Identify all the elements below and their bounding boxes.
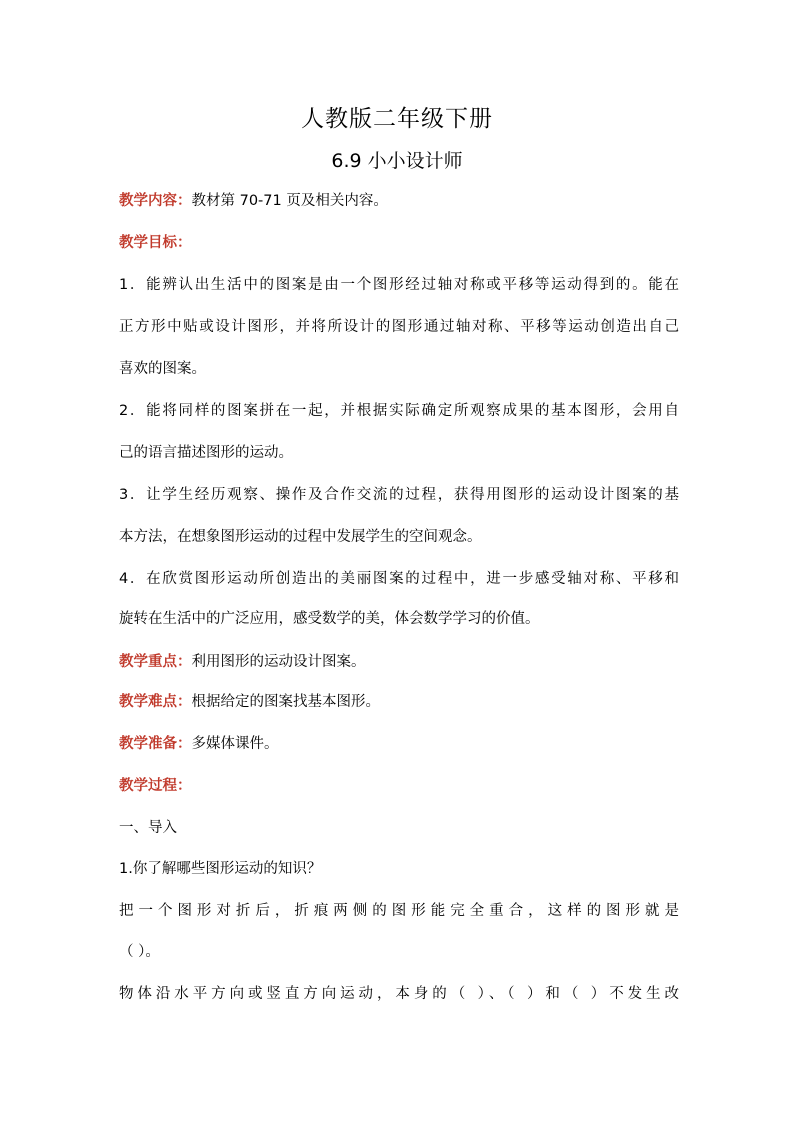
key-point-text: 利用图形的运动设计图案。 <box>191 654 366 670</box>
question-2-line-1: 物体沿水平方向或竖直方向运动，本身的（ ）、（ ）和（ ）不发生改 <box>119 986 679 1002</box>
teaching-content-label: 教学内容： <box>119 193 192 209</box>
goal-4-line-1: 4．在欣赏图形运动所创造出的美丽图案的过程中，进一步感受轴对称、平移和 <box>119 571 679 587</box>
question-1-line-1: 把一个图形对折后，折痕两侧的图形能完全重合，这样的图形就是 <box>119 903 679 919</box>
key-point-label: 教学重点： <box>119 654 192 670</box>
preparation-text: 多媒体课件。 <box>191 736 279 752</box>
goal-2-line-2: 己的语言描述图形的运动。 <box>119 445 293 461</box>
difficulty-text: 根据给定的图案找基本图形。 <box>191 694 380 710</box>
document-title: 人教版二年级下册 <box>301 106 493 132</box>
process-heading <box>119 774 679 798</box>
goal-3-line-1: 3．让学生经历观察、操作及合作交流的过程，获得用图形的运动设计图案的基 <box>119 487 679 503</box>
difficulty-line <box>119 690 679 714</box>
goal-3-line-2: 本方法，在想象图形运动的过程中发展学生的空间观念。 <box>119 529 482 545</box>
preparation-line <box>119 732 679 756</box>
question-1-line-2: （ ）。 <box>119 944 160 960</box>
difficulty-label: 教学难点： <box>119 694 192 710</box>
goal-2-line-1: 2．能将同样的图案拼在一起，并根据实际确定所观察成果的基本图形，会用自 <box>119 403 679 419</box>
preparation-label: 教学准备： <box>119 736 192 752</box>
teaching-goals-heading <box>119 231 679 255</box>
goal-1-line-2: 正方形中贴或设计图形，并将所设计的图形通过轴对称、平移等运动创造出自己 <box>119 319 679 335</box>
teaching-goals-label: 教学目标： <box>119 235 192 251</box>
key-point-line <box>119 650 679 674</box>
teaching-content-text: 教材第 70-71 页及相关内容。 <box>191 193 388 209</box>
goal-1-line-1: 1．能辨认出生活中的图案是由一个图形经过轴对称或平移等运动得到的。能在 <box>119 277 679 293</box>
goal-1-line-3: 喜欢的图案。 <box>119 361 206 377</box>
process-label: 教学过程： <box>119 778 192 794</box>
lesson-title: 6.9 小小设计师 <box>331 150 463 172</box>
section-intro-heading: 一、导入 <box>119 820 177 836</box>
question-1: 1.你了解哪些图形运动的知识？ <box>119 861 322 877</box>
teaching-content-line <box>119 189 679 213</box>
goal-4-line-2: 旋转在生活中的广泛应用，感受数学的美，体会数学学习的价值。 <box>119 611 540 627</box>
